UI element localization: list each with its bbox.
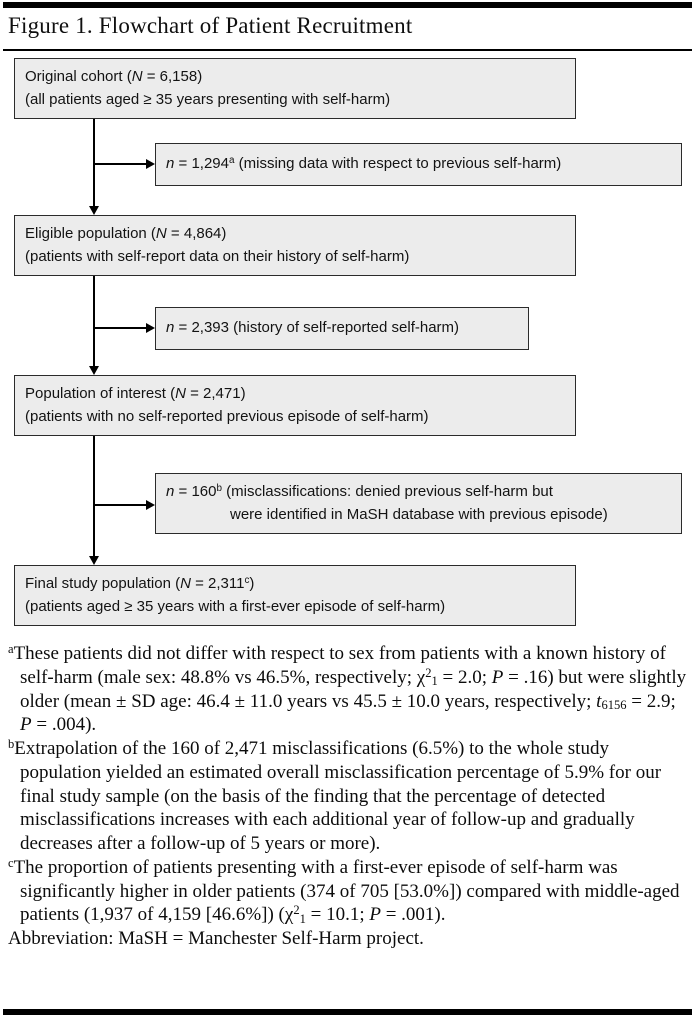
arrow-right-icon-1 bbox=[146, 159, 155, 169]
footnote-b: $^b$Extrapolation of the 160 of 2,471 misclassifications (6.5%) to the whole study population yielded an estimated overall misclassification percentage of 5.9% for our final study sample (on the basis of the finding that the percentage of detected misclassifications increases with each additional year of follow-up and gradually decreases after a follow-up of 5 years or more). bbox=[8, 736, 662, 854]
flow-box-original-cohort bbox=[14, 58, 576, 119]
flow-sidebox-history-self-harm-text: n = 2,393 (history of self-reported self-harm) bbox=[166, 319, 460, 336]
footnote-c: $^c$The proportion of patients presenting with a first-ever episode of self-harm was significantly higher in older patients (374 of 705 [53.0%]) compared with middle-aged patients (1,937 of 4,159 [46.6%]) ($\chi^2_1 = 10.1$; P = .001). bbox=[8, 855, 680, 926]
connector-line-3 bbox=[93, 436, 95, 556]
flow-box-final-study-population-line1: Final study population (N = 2,311$^c$) bbox=[25, 575, 255, 592]
flow-box-final-study-population-line2: (patients aged ≥ 35 years with a first-ever episode of self-harm) bbox=[25, 597, 446, 615]
figure-title: Figure 1. Flowchart of Patient Recruitment bbox=[8, 13, 413, 38]
flow-box-final-study-population bbox=[14, 565, 576, 626]
flow-box-original-cohort-line1: Original cohort (N = 6,158) bbox=[25, 68, 203, 85]
top-rule bbox=[3, 2, 692, 8]
connector-line-2 bbox=[93, 276, 95, 366]
flow-sidebox-history-self-harm bbox=[155, 307, 529, 350]
flow-box-original-cohort-line2: (all patients aged ≥ 35 years presenting with self-harm) bbox=[25, 90, 391, 108]
flowchart bbox=[0, 56, 695, 638]
arrow-right-icon-2 bbox=[146, 323, 155, 333]
flow-box-population-of-interest-line1: Population of interest (N = 2,471) bbox=[25, 385, 246, 402]
flow-box-eligible-population bbox=[14, 215, 576, 276]
flow-sidebox-misclassifications-text: $n = 160^b$ (misclassifications: denied previous self-harm but were identified in MaSH database with previous episode) bbox=[166, 483, 608, 523]
flow-sidebox-missing-data-text: n = 1,294$^a$ (missing data with respect to previous self-harm) bbox=[166, 155, 562, 172]
abbreviation-note: Abbreviation: MaSH = Manchester Self-Harm project. bbox=[8, 928, 424, 949]
flow-box-population-of-interest bbox=[14, 375, 576, 436]
arrow-right-icon-3 bbox=[146, 500, 155, 510]
flow-box-population-of-interest-line2: (patients with no self-reported previous episode of self-harm) bbox=[25, 407, 429, 425]
bottom-rule bbox=[3, 1009, 692, 1015]
branch-line-3 bbox=[94, 504, 146, 506]
flow-sidebox-missing-data bbox=[155, 143, 682, 186]
arrow-down-icon-3 bbox=[89, 556, 99, 565]
title-divider-rule bbox=[3, 49, 692, 51]
branch-line-2 bbox=[94, 327, 146, 329]
arrow-down-icon-2 bbox=[89, 366, 99, 375]
flow-box-eligible-population-line2: (patients with self-report data on their history of self-harm) bbox=[25, 247, 410, 265]
branch-line-1 bbox=[94, 163, 146, 165]
flow-box-eligible-population-line1: Eligible population (N = 4,864) bbox=[25, 225, 227, 242]
arrow-down-icon-1 bbox=[89, 206, 99, 215]
footnote-a: $^a$These patients did not differ with respect to sex from patients with a known history of self-harm (male sex: 48.8% vs 46.5%, respectively; $\chi^2_1 = 2.0$; P = .16) but were slightly older (mean ± SD age: 46.4 ± 11.0 years vs 45.5 ± 10.0 years, respectively; $t_{6156} = 2.9$; P = .004). bbox=[8, 641, 687, 736]
flow-sidebox-misclassifications bbox=[155, 473, 682, 534]
footnotes bbox=[8, 642, 689, 951]
